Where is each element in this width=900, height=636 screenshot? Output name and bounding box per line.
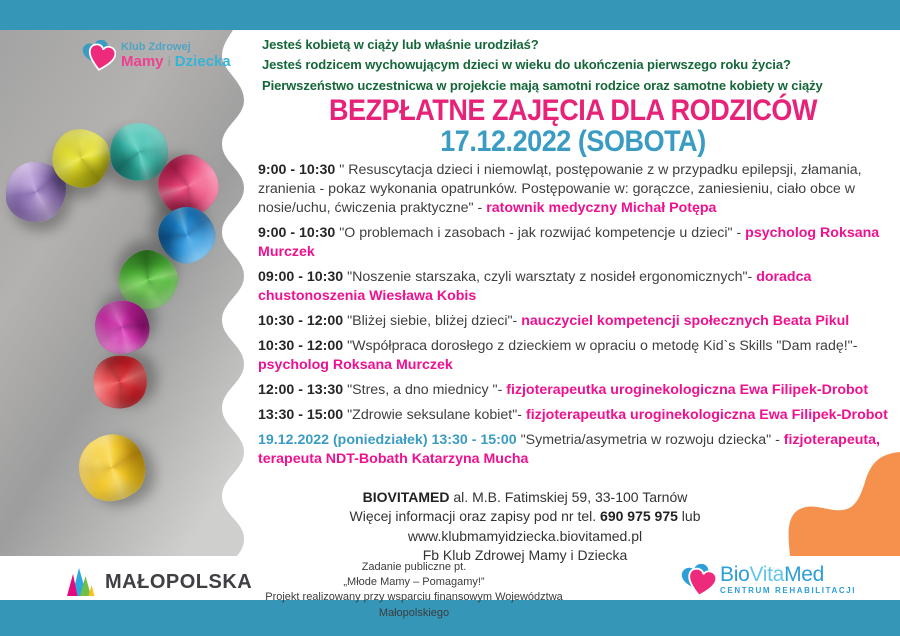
schedule-time: 9:00 - 10:30 bbox=[258, 225, 336, 241]
schedule-specialist: fizjoterapeutka uroginekologiczna Ewa Filipek-Drobot bbox=[506, 382, 869, 398]
orange-decorative-blob bbox=[788, 450, 900, 556]
malopolska-logo bbox=[66, 566, 252, 598]
bvm-bio: Bio bbox=[720, 563, 750, 586]
schedule-item bbox=[258, 224, 890, 262]
gray-photo-panel bbox=[0, 30, 250, 556]
schedule-specialist: ratownik medyczny Michał Potępa bbox=[486, 200, 717, 216]
schedule-item bbox=[258, 406, 890, 425]
klub-logo-top-line: Klub Zdrowej bbox=[121, 41, 191, 54]
intro-line: Pierwszeństwo uczestnicwa w projekcie mają samotni rodzice oraz samotne kobiety w ciąży bbox=[262, 77, 823, 93]
title-line-1: BEZPŁATNE ZAJĘCIA DLA RODZICÓW bbox=[329, 94, 817, 127]
contact-phone-line bbox=[250, 507, 800, 526]
malopolska-m-icon bbox=[66, 566, 98, 598]
schedule-desc: "Bliżej siebie, bliżej dzieci"- bbox=[343, 313, 522, 329]
contact-org: BIOVITAMED bbox=[362, 489, 450, 505]
bvm-med: Med bbox=[784, 563, 825, 586]
schedule-time: 12:00 - 13:30 bbox=[258, 382, 344, 398]
schedule-specialist: doradca chustonoszenia Wiesława Kobis bbox=[258, 269, 812, 304]
schedule-specialist: psycholog Roksana Murczek bbox=[258, 225, 880, 260]
schedule-list bbox=[258, 161, 890, 475]
schedule-item bbox=[258, 268, 890, 306]
contact-address-line bbox=[250, 488, 800, 507]
contact-phone: 690 975 975 bbox=[600, 508, 678, 525]
bvm-subtitle: CENTRUM REHABILITACJI bbox=[720, 586, 857, 595]
schedule-time: 10:30 - 12:00 bbox=[258, 338, 344, 354]
schedule-specialist: fizjoterapeuta, terapeuta NDT-Bobath Katarzyna Mucha bbox=[258, 432, 880, 467]
schedule-time: 19.12.2022 (poniedziałek) 13:30 - 15:00 bbox=[258, 432, 517, 448]
schedule-time: 13:30 - 15:00 bbox=[258, 407, 344, 423]
wavy-panel-shape bbox=[0, 30, 244, 556]
intro-line: Jesteś rodzicem wychowującym dzieci w wieku do ukończenia pierwszego roku życia? bbox=[262, 57, 791, 73]
schedule-time: 10:30 - 12:00 bbox=[258, 313, 344, 329]
malopolska-label: MAŁOPOLSKA bbox=[105, 570, 253, 593]
schedule-desc: "Zdrowie seksulane kobiet"- bbox=[343, 407, 526, 423]
public-task-line: Projekt realizowany przy wsparciu finansowym Województwa Małopolskiego bbox=[265, 591, 563, 619]
top-teal-bar bbox=[0, 0, 900, 30]
heart-icon bbox=[82, 40, 116, 72]
biovitamed-heart-icon bbox=[681, 564, 717, 598]
schedule-item bbox=[258, 337, 890, 375]
schedule-specialist: fizjoterapeutka uroginekologiczna Ewa Filipek-Drobot bbox=[525, 407, 888, 423]
schedule-item bbox=[258, 312, 890, 331]
schedule-specialist: psycholog Roksana Murczek bbox=[258, 357, 453, 373]
klub-logo-mamy: Mamy bbox=[121, 52, 164, 70]
schedule-item bbox=[258, 381, 890, 400]
schedule-item bbox=[258, 161, 890, 218]
page-title bbox=[253, 95, 893, 157]
klub-logo-dziecka: Dziecka bbox=[174, 52, 231, 70]
schedule-desc: "Noszenie starszaka, czyli warsztaty z nosideł ergonomicznych"- bbox=[343, 269, 757, 285]
schedule-desc: "Symetria/asymetria w rozwoju dziecka" - bbox=[516, 432, 784, 448]
public-task-line: Zadanie publiczne pt. bbox=[361, 561, 467, 573]
contact-website: www.klubmamyidziecka.biovitamed.pl bbox=[407, 527, 643, 544]
contact-block bbox=[250, 488, 800, 565]
biovitamed-logo bbox=[681, 564, 856, 598]
schedule-desc: "Współpraca dorosłego z dzieckiem w opraciu o metodę Kid`s Skills "Dam radę!"- bbox=[343, 338, 858, 354]
public-task-line: „Młode Mamy – Pomagamy!” bbox=[343, 576, 485, 589]
schedule-specialist: nauczyciel kompetencji społecznych Beata Pikul bbox=[521, 313, 850, 329]
schedule-desc: " Resuscytacja dzieci i niemowląt, postępowanie z w przypadku epilepsji, złamania, zranienia - pokaz wykonania opatrunków. Postępowanie w: gorączce, zaniesieniu, ciało obce w nosie/uchu, ćwiczenia praktyczne" - bbox=[258, 162, 862, 216]
klub-logo-i: i bbox=[167, 53, 171, 69]
schedule-desc: "Stres, a dno miednicy "- bbox=[343, 382, 507, 398]
title-line-2: 17.12.2022 (SOBOTA) bbox=[440, 125, 706, 158]
contact-address: al. M.B. Fatimskiej 59, 33-100 Tarnów bbox=[449, 489, 688, 505]
schedule-time: 9:00 - 10:30 bbox=[258, 162, 336, 178]
schedule-desc: "O problemach i zasobach - jak rozwijać kompetencje u dzieci" - bbox=[335, 225, 746, 241]
klub-logo bbox=[82, 40, 231, 72]
public-task-text bbox=[248, 560, 580, 621]
intro-line: Jesteś kobietą w ciąży lub właśnie urodziłaś? bbox=[262, 37, 539, 52]
bvm-vita: Vita bbox=[749, 563, 785, 586]
contact-facebook: Fb Klub Zdrowej Mamy i Dziecka bbox=[422, 546, 628, 563]
contact-info-post: lub bbox=[677, 508, 701, 525]
contact-info-pre: Więcej informacji oraz zapisy pod nr tel. bbox=[349, 508, 601, 525]
schedule-time: 09:00 - 10:30 bbox=[258, 269, 344, 285]
intro-lines bbox=[262, 35, 890, 96]
